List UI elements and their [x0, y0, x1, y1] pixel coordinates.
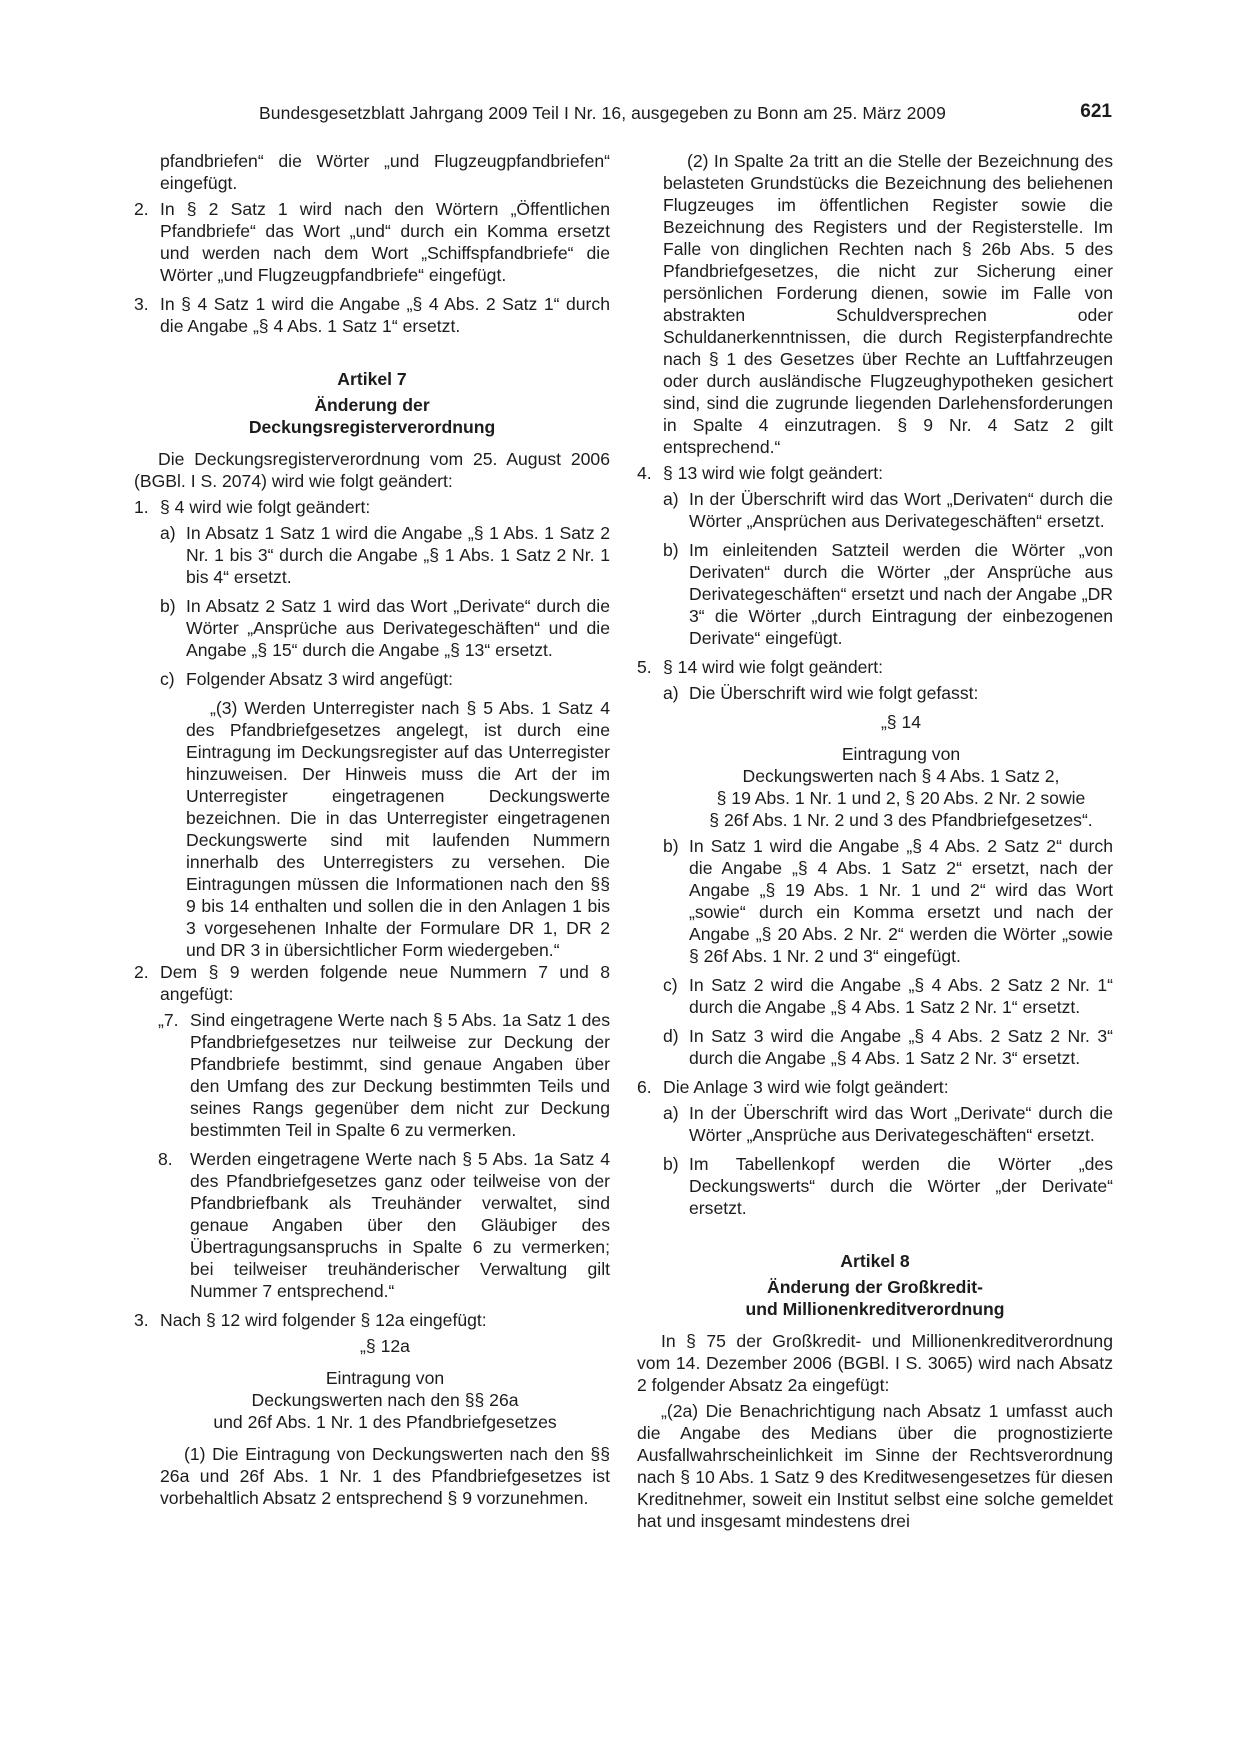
section-number: „§ 14 — [880, 712, 922, 732]
sub-item: a) In der Überschrift wird das Wort „Derivaten“ durch die Wörter „Ansprüchen aus Derivategeschäften“ ersetzt. — [663, 489, 1113, 531]
quoted-item: „7. Sind eingetragene Werte nach § 5 Abs. 1a Satz 1 des Pfandbriefgesetzes nur teilweise zur Deckung der Pfandbriefe bestimmt, sind genaue Angaben über den Umfang des zur Deckung bestimmten Teils und seines Rangs gegenüber dem nicht zur Deckung bestimmten Teil in Spalte 6 zu vermerken. — [158, 1010, 610, 1140]
quoted-paragraph: „(2a) Die Benachrichtigung nach Absatz 1 umfasst auch die Angabe des Medians über die prognostizierte Ausfallwahrscheinlichkeit im Sinne der Rechtsverordnung nach § 10 Abs. 1 Satz 9 des Kreditwesengesetzes für diesen Kreditnehmer, soweit ein Institut selbst eine solche gemeldet hat und insgesamt mindestens drei — [637, 1401, 1113, 1531]
quoted-item: 8. Werden eingetragene Werte nach § 5 Abs. 1a Satz 4 des Pfandbriefgesetzes ganz oder teilweise von der Pfandbriefbank als Treuhänder verwaltet, sind genaue Angaben über den Gläubiger des Übertragungsanspruchs in Spalte 6 zu vermerken; bei teilweiser treuhänderischer Verwaltung gilt Nummer 7 entsprechend.“ — [158, 1149, 610, 1301]
section-heading: Eintragung von — [841, 744, 961, 764]
article-heading: und Millionenkreditverordnung — [745, 1299, 1005, 1319]
list-item: 6. Die Anlage 3 wird wie folgt geändert: — [637, 1077, 949, 1097]
section-heading: § 19 Abs. 1 Nr. 1 und 2, § 20 Abs. 2 Nr. 2 sowie — [716, 788, 1086, 808]
section-number: „§ 12a — [360, 1336, 410, 1356]
section-heading: § 26f Abs. 1 Nr. 2 und 3 des Pfandbriefgesetzes“. — [709, 810, 1093, 830]
paragraph: (1) Die Eintragung von Deckungswerten nach den §§ 26a und 26f Abs. 1 Nr. 1 des Pfandbriefgesetzes ist vorbehaltlich Absatz 2 entsprechend § 9 vorzunehmen. — [160, 1444, 610, 1508]
continuation-text: pfandbriefen“ die Wörter „und Flugzeugpfandbriefen“ eingefügt. — [160, 151, 610, 193]
article-title: Artikel 7 — [337, 369, 407, 389]
list-item: 5. § 14 wird wie folgt geändert: — [637, 657, 884, 677]
article-heading: Änderung der — [314, 395, 430, 415]
list-item: 3. In § 4 Satz 1 wird die Angabe „§ 4 Abs. 2 Satz 1“ durch die Angabe „§ 4 Abs. 1 Satz 1“ ersetzt. — [134, 294, 610, 336]
list-item: 4. § 13 wird wie folgt geändert: — [637, 463, 884, 483]
list-item: 2. Dem § 9 werden folgende neue Nummern 7 und 8 angefügt: — [134, 962, 610, 1004]
sub-item: b) In Satz 1 wird die Angabe „§ 4 Abs. 2 Satz 2“ durch die Angabe „§ 4 Abs. 1 Satz 2“ ersetzt, nach der Angabe „§ 19 Abs. 1 Nr. 1 und 2“ wird das Wort „sowie“ durch ein Komma ersetzt und nach der Angabe „§ 20 Abs. 2 Nr. 2“ werden die Wörter „sowie § 26f Abs. 1 Nr. 2 und 3“ eingefügt. — [663, 836, 1113, 966]
quoted-paragraph: „(3) Werden Unterregister nach § 5 Abs. 1 Satz 4 des Pfandbriefgesetzes angelegt, ist durch eine Eintragung im Deckungsregister auf das Unterregister hinzuweisen. Der Hinweis muss die Art der im Unterregister eingetragenen Deckungswerte bezeichnen. Die in das Unterregister eingetragenen Deckungswerte sind mit laufenden Nummern innerhalb des Unterregisters zu versehen. Die Eintragungen müssen die Informationen nach den §§ 9 bis 14 enthalten und sollen die in den Anlagen 1 bis 3 vorgesehenen Inhalte der Formulare DR 1, DR 2 und DR 3 in übersichtlicher Form wiedergeben.“ — [186, 698, 610, 960]
list-item: 2. In § 2 Satz 1 wird nach den Wörtern „Öffentlichen Pfandbriefe“ das Wort „und“ durch ein Komma ersetzt und werden nach dem Wort „Schiffspfandbriefe“ die Wörter „und Flugzeugpfandbriefe“ eingefügt. — [134, 199, 610, 285]
sub-item: b) Im Tabellenkopf werden die Wörter „des Deckungswerts“ durch die Wörter „der Derivate“ ersetzt. — [663, 1154, 1113, 1218]
section-heading: Deckungswerten nach § 4 Abs. 1 Satz 2, — [742, 766, 1060, 786]
paragraph: In § 75 der Großkredit- und Millionenkreditverordnung vom 14. Dezember 2006 (BGBl. I S. 3065) wird nach Absatz 2 folgender Absatz 2a eingefügt: — [637, 1331, 1113, 1395]
sub-item: b) In Absatz 2 Satz 1 wird das Wort „Derivate“ durch die Wörter „Ansprüche aus Derivategeschäften“ und die Angabe „§ 15“ durch die Angabe „§ 13“ ersetzt. — [160, 596, 610, 660]
page-header — [259, 101, 1112, 131]
sub-item: a) In der Überschrift wird das Wort „Derivate“ durch die Wörter „Ansprüche aus Derivategeschäften“ ersetzt. — [663, 1103, 1113, 1145]
sub-item: c) Folgender Absatz 3 wird angefügt: — [160, 669, 454, 689]
article-heading: Änderung der Großkredit- — [766, 1277, 984, 1297]
sub-item: b) Im einleitenden Satzteil werden die Wörter „von Derivaten“ durch die Wörter „der Ansprüche aus Derivategeschäften“ ersetzt und nach der Angabe „DR 3“ die Wörter „durch Eintragung der einbezogenen Derivate“ eingefügt. — [663, 540, 1113, 648]
article-heading: Deckungsregisterverordnung — [248, 417, 496, 437]
article-title: Artikel 8 — [840, 1251, 910, 1271]
sub-item: c) In Satz 2 wird die Angabe „§ 4 Abs. 2 Satz 2 Nr. 1“ durch die Angabe „§ 4 Abs. 1 Satz 2 Nr. 1“ ersetzt. — [663, 975, 1113, 1017]
paragraph: Die Deckungsregisterverordnung vom 25. August 2006 (BGBl. I S. 2074) wird wie folgt geändert: — [134, 449, 610, 491]
section-heading: Deckungswerten nach den §§ 26a — [251, 1390, 519, 1410]
right-column — [637, 150, 1113, 1532]
section-heading: und 26f Abs. 1 Nr. 1 des Pfandbriefgesetzes — [213, 1412, 557, 1432]
header-text: Bundesgesetzblatt Jahrgang 2009 Teil I Nr. 16, ausgegeben zu Bonn am 25. März 2009 — [259, 103, 946, 123]
sub-item: a) In Absatz 1 Satz 1 wird die Angabe „§ 1 Abs. 1 Satz 2 Nr. 1 bis 3“ durch die Angabe „§ 1 Abs. 1 Satz 2 Nr. 1 bis 4“ ersetzt. — [160, 523, 610, 587]
list-item: 3. Nach § 12 wird folgender § 12a eingefügt: — [134, 1310, 487, 1330]
page-number: 621 — [1080, 101, 1112, 122]
left-column — [134, 150, 610, 1509]
section-heading: Eintragung von — [325, 1368, 445, 1388]
sub-item: a) Die Überschrift wird wie folgt gefasst: — [663, 683, 979, 703]
sub-item: d) In Satz 3 wird die Angabe „§ 4 Abs. 2 Satz 2 Nr. 3“ durch die Angabe „§ 4 Abs. 1 Satz 2 Nr. 3“ ersetzt. — [663, 1026, 1113, 1068]
paragraph: (2) In Spalte 2a tritt an die Stelle der Bezeichnung des belasteten Grundstücks die Bezeichnung des beliehenen Flugzeuges im öffentlichen Register sowie die Bezeichnung des Registers und der Registerstelle. Im Falle von dinglichen Rechten nach § 26b Abs. 5 des Pfandbriefgesetzes, die nicht zur Sicherung einer persönlichen Forderung dienen, sowie im Falle von abstrakten Schuldversprechen oder Schuldanerkenntnissen, die durch Registerpfandrechte nach § 1 des Gesetzes über Rechte an Luftfahrzeugen oder durch ausländische Flugzeughypotheken gesichert sind, sind die zugrunde liegenden Darlehensforderungen in Spalte 4 einzutragen. § 9 Nr. 4 Satz 2 gilt entsprechend.“ — [663, 151, 1113, 457]
list-item: 1. § 4 wird wie folgt geändert: — [134, 497, 371, 517]
